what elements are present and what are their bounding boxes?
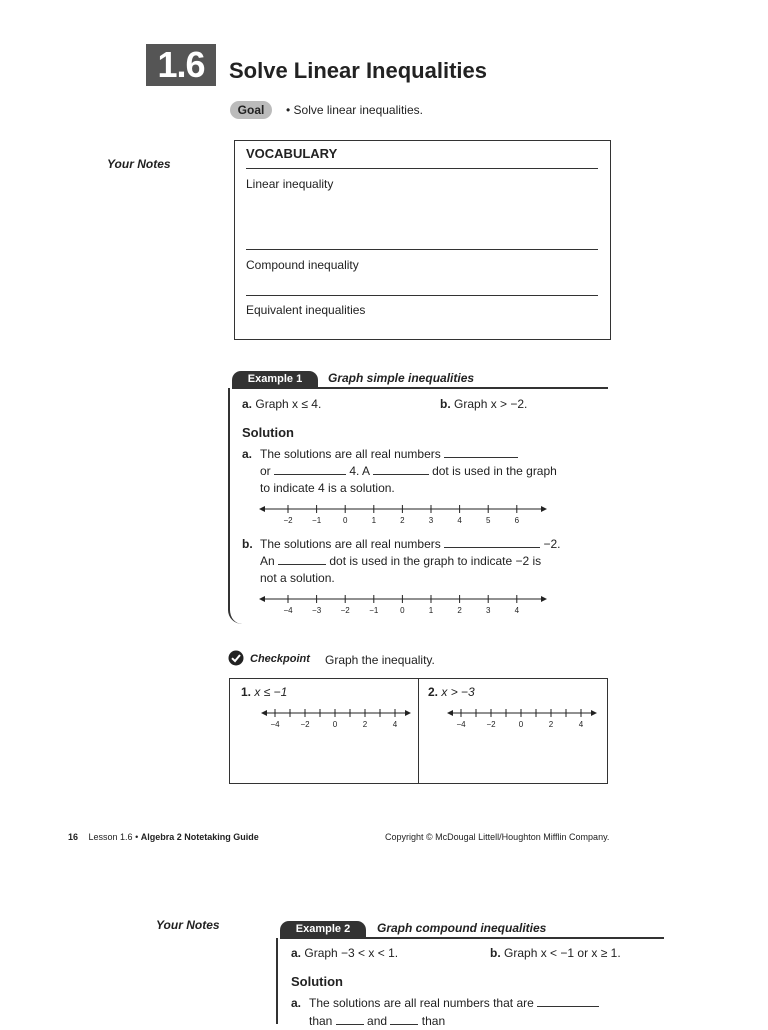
checkpoint-divider [418, 678, 419, 784]
answer-blank[interactable] [278, 564, 326, 565]
tick-label: 0 [518, 720, 524, 729]
example-1-part-b [440, 396, 527, 413]
page-footer [68, 832, 259, 842]
answer-blank[interactable] [444, 457, 518, 458]
checkpoint-label: Checkpoint [250, 653, 310, 665]
answer-blank[interactable] [336, 1024, 364, 1025]
part-b-text: Graph x > −2. [454, 397, 528, 411]
arrow-left-icon [261, 710, 267, 716]
solution-heading: Solution [242, 425, 294, 440]
goal-label: Goal [230, 101, 272, 119]
example-2-title: Graph compound inequalities [377, 921, 547, 935]
solution-b-line-2 [260, 553, 541, 570]
part-b-label: b. [490, 946, 501, 960]
example-1-part-a [242, 396, 321, 413]
checkpoint-1-number-line[interactable] [260, 704, 412, 732]
example-2-bracket [276, 938, 278, 1024]
solution-b-label: b. [242, 537, 253, 551]
problem-2-number: 2. [428, 685, 439, 699]
tick-label: 1 [428, 606, 434, 615]
tick-label: −4 [283, 606, 293, 615]
your-notes-label: Your Notes [156, 918, 220, 932]
solution-a-text-3: to indicate 4 is a solution. [260, 481, 395, 495]
example-1-bracket [228, 388, 242, 624]
part-b-label: b. [440, 397, 451, 411]
tick-label: −2 [283, 516, 293, 525]
tick-label: −3 [312, 606, 322, 615]
lesson-number-badge: 1.6 [146, 44, 216, 86]
tick-label: −2 [340, 606, 350, 615]
solution-b-text-3: not a solution. [260, 571, 335, 585]
arrow-right-icon [541, 596, 547, 602]
tick-label: −4 [270, 720, 280, 729]
tick-label: 3 [485, 606, 491, 615]
solution-b-text-1a: The solutions are all real numbers [260, 537, 441, 551]
tick-label: 3 [428, 516, 434, 525]
solution-a-text-1: The solutions are all real numbers that are [309, 996, 534, 1010]
tick-label: −1 [369, 606, 379, 615]
example-2-part-a [291, 945, 398, 962]
solution-a-text-2b: 4. A [349, 464, 370, 478]
checkpoint-instruction: Graph the inequality. [325, 653, 435, 667]
tick-label: 2 [457, 606, 462, 615]
tick-label: −4 [456, 720, 466, 729]
checkpoint-problem-2 [428, 684, 475, 701]
page-number: 16 [68, 832, 79, 842]
checkpoint-problem-1 [241, 684, 287, 701]
tick-label: 2 [548, 720, 554, 729]
tick-label: −2 [486, 720, 496, 729]
example-2-tab: Example 2 [280, 921, 366, 938]
solution-a-label: a. [291, 996, 302, 1010]
solution-heading: Solution [291, 974, 343, 989]
answer-blank[interactable] [390, 1024, 418, 1025]
tick-label: 0 [342, 516, 348, 525]
tick-label: 4 [514, 606, 520, 615]
answer-blank[interactable] [444, 547, 540, 548]
example-1-title: Graph simple inequalities [328, 371, 475, 385]
arrow-right-icon [541, 506, 547, 512]
vocab-term-equivalent-inequalities: Equivalent inequalities [246, 303, 366, 317]
tick-label: 5 [485, 516, 491, 525]
solution-a-text-2a: than [309, 1014, 333, 1028]
solution-a-text-2c: than [421, 1014, 446, 1028]
example-1-rule [232, 387, 608, 389]
goal-text: • Solve linear inequalities. [286, 103, 423, 117]
tick-label: 6 [514, 516, 520, 525]
vocab-term-linear-inequality: Linear inequality [246, 177, 334, 191]
arrow-left-icon [259, 596, 265, 602]
footer-book-title: Algebra 2 Notetaking Guide [140, 832, 259, 842]
part-a-label: a. [291, 946, 302, 960]
checkmark-icon [228, 650, 244, 666]
arrow-right-icon [591, 710, 597, 716]
footer-lesson-ref: Lesson 1.6 • [88, 832, 141, 842]
part-b-text: Graph x < −1 or x ≥ 1. [504, 946, 621, 960]
solution-b-text-2a: An [260, 554, 275, 568]
arrow-left-icon [259, 506, 265, 512]
page-title: Solve Linear Inequalities [229, 58, 487, 83]
number-line-a[interactable] [258, 500, 548, 530]
solution-a-text-2b: and [367, 1014, 388, 1028]
tick-label: −2 [300, 720, 310, 729]
answer-blank[interactable] [373, 474, 429, 475]
footer-copyright: Copyright © McDougal Littell/Houghton Mifflin Company. [385, 832, 610, 842]
solution-a-text-2c: dot is used in the graph [432, 464, 557, 478]
arrow-right-icon [405, 710, 411, 716]
problem-1-text: x ≤ −1 [254, 685, 288, 699]
example-2-rule [280, 937, 664, 939]
vocabulary-title: VOCABULARY [246, 146, 338, 161]
divider [246, 249, 598, 250]
divider [246, 295, 598, 296]
tick-label: 2 [362, 720, 368, 729]
tick-label: 4 [457, 516, 462, 525]
solution-a-text-2a: or [260, 464, 271, 478]
vocab-term-compound-inequality: Compound inequality [246, 258, 359, 272]
arrow-left-icon [447, 710, 453, 716]
answer-blank[interactable] [537, 1006, 599, 1007]
solution-a-line-2 [260, 463, 557, 480]
solution-b-line-1 [260, 536, 560, 553]
part-a-text: Graph −3 < x < 1. [304, 946, 399, 960]
part-a-label: a. [242, 397, 253, 411]
solution-a-line-2 [309, 1013, 445, 1030]
problem-2-text: x > −3 [441, 685, 475, 699]
tick-label: 0 [332, 720, 338, 729]
tick-label: 4 [578, 720, 584, 729]
your-notes-label: Your Notes [107, 157, 171, 171]
number-line-b[interactable] [258, 590, 548, 620]
tick-label: 0 [400, 606, 405, 615]
solution-a-label: a. [242, 447, 253, 461]
tick-label: −1 [312, 516, 322, 525]
solution-a-line-1 [309, 995, 599, 1012]
tick-label: 1 [371, 516, 377, 525]
solution-a-line-1 [260, 446, 518, 463]
tick-label: 2 [400, 516, 405, 525]
divider [246, 168, 598, 169]
solution-a-text-1: The solutions are all real numbers [260, 447, 441, 461]
part-a-text: Graph x ≤ 4. [255, 397, 322, 411]
checkpoint-2-number-line[interactable] [446, 704, 598, 732]
answer-blank[interactable] [274, 474, 346, 475]
problem-1-number: 1. [241, 685, 252, 699]
solution-b-text-2b: dot is used in the graph to indicate −2 is [329, 554, 542, 568]
tick-label: 4 [392, 720, 398, 729]
example-2-part-b [490, 945, 621, 962]
example-1-tab: Example 1 [232, 371, 318, 388]
solution-b-text-1b: −2. [543, 537, 561, 551]
